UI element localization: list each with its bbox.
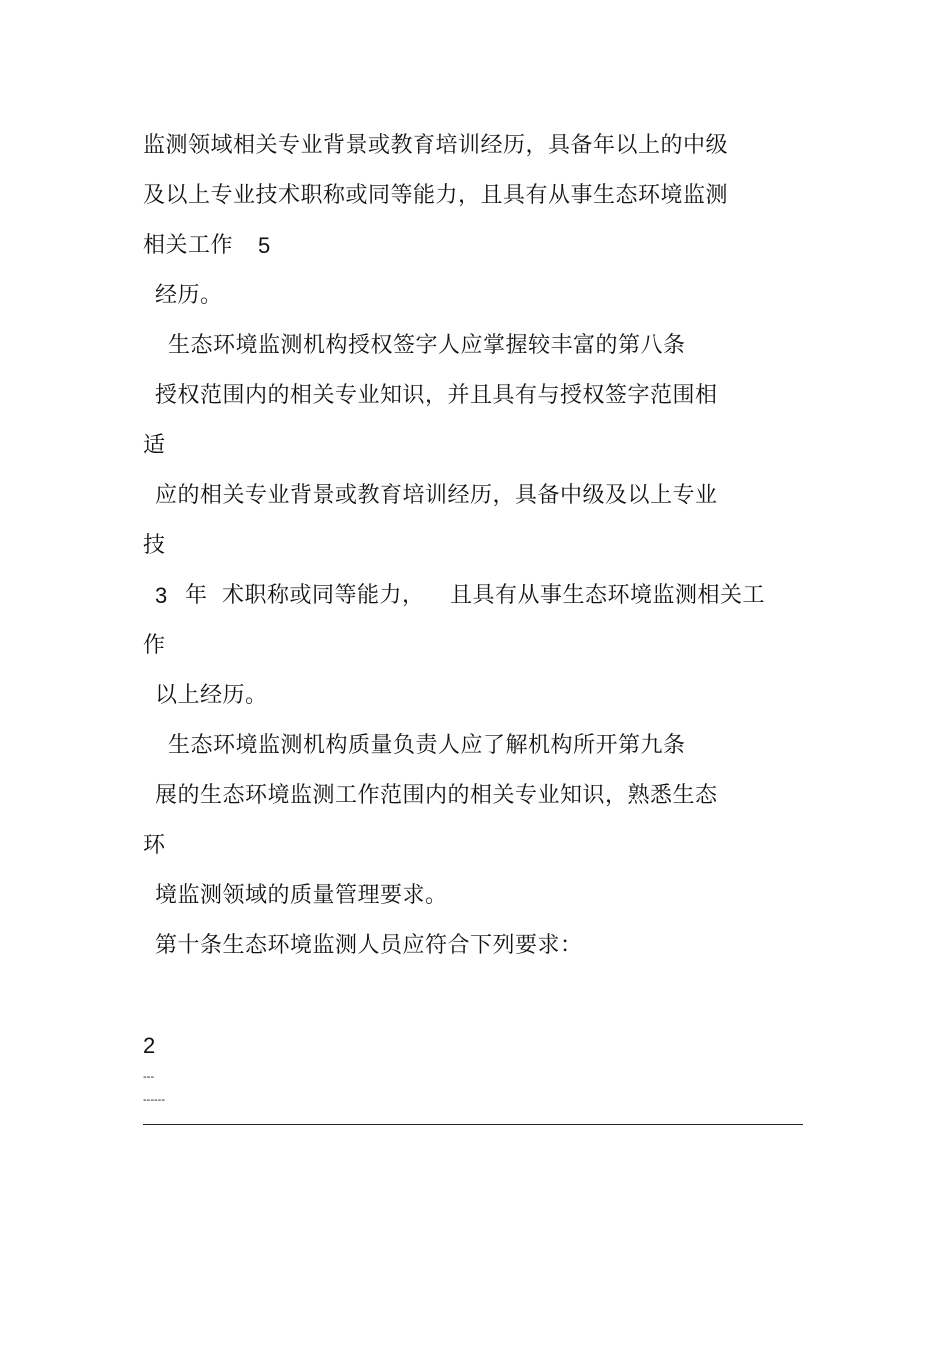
- text-line-9: 技: [143, 533, 166, 558]
- text-line-6: 授权范围内的相关专业知识，并且具有与授权签字范围相: [155, 383, 718, 408]
- text-year: 年: [185, 583, 208, 608]
- text-line-2: 及以上专业技术职称或同等能力，且具有从事生态环境监测: [143, 183, 729, 208]
- text-line-7: 适: [143, 433, 166, 458]
- text-line-11: 作: [143, 633, 166, 658]
- text-line-15: 环: [143, 833, 166, 858]
- footer-mark-2: ------: [143, 1094, 165, 1106]
- text-line-17: 第十条生态环境监测人员应符合下列要求：: [155, 933, 583, 958]
- text-line-12: 以上经历。: [155, 683, 268, 708]
- text-line-10b: 且具有从事生态环境监测相关工: [450, 583, 766, 608]
- text-line-3: 相关工作: [143, 233, 234, 258]
- text-line-10a: 术职称或同等能力，: [222, 583, 425, 608]
- footer-divider: [143, 1124, 803, 1125]
- text-number-3: 3: [155, 583, 168, 608]
- text-line-13: 生态环境监测机构质量负责人应了解机构所开第九条: [168, 733, 686, 758]
- text-line-8: 应的相关专业背景或教育培训经历，具备中级及以上专业: [155, 483, 718, 508]
- text-line-1: 监测领域相关专业背景或教育培训经历，具备年以上的中级: [143, 133, 729, 158]
- text-line-5: 生态环境监测机构授权签字人应掌握较丰富的第八条: [168, 333, 686, 358]
- text-line-14: 展的生态环境监测工作范围内的相关专业知识，熟悉生态: [155, 783, 718, 808]
- page-number: 2: [143, 1033, 156, 1058]
- footer-mark-1: ---: [143, 1071, 154, 1083]
- text-number-5: 5: [258, 233, 271, 258]
- text-line-4: 经历。: [155, 283, 223, 308]
- text-line-16: 境监测领域的质量管理要求。: [155, 883, 448, 908]
